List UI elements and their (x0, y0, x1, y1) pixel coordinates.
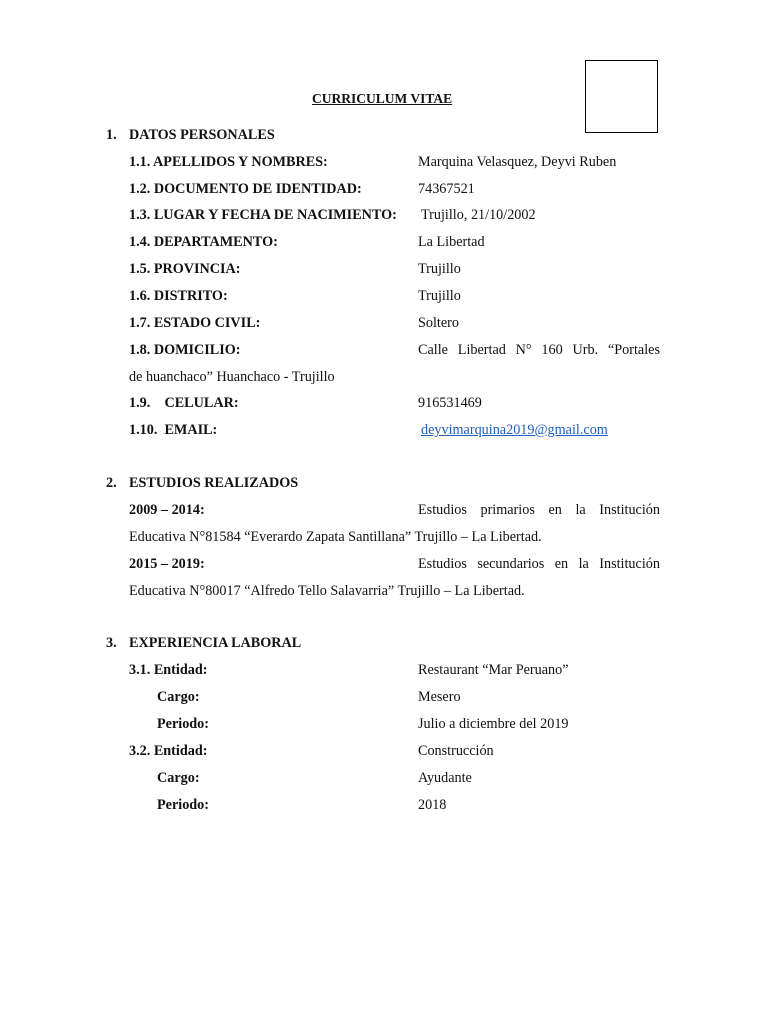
study-period: 2015 – 2019: (129, 556, 205, 572)
label-province: 1.5. PROVINCIA: (129, 261, 241, 277)
job-entity-value: Construcción (418, 743, 494, 759)
address-word: N° (515, 342, 532, 358)
job-entity-label: 3.1. Entidad: (129, 662, 208, 678)
section-number-work: 3. (106, 635, 117, 651)
label-email: 1.10. EMAIL: (129, 422, 218, 438)
job-period-value: Julio a diciembre del 2019 (418, 716, 569, 732)
job-entity-value: Restaurant “Mar Peruano” (418, 662, 569, 678)
study-description (418, 556, 660, 573)
label-phone: 1.9. CELULAR: (129, 395, 239, 411)
value-phone: 916531469 (418, 395, 482, 411)
page-title: CURRICULUM VITAE (312, 91, 453, 106)
study-description-continued: Educativa N°81584 “Everardo Zapata Santillana” Trujillo – La Libertad. (129, 529, 542, 545)
job-role-value: Ayudante (418, 770, 472, 786)
value-civil-status: Soltero (418, 315, 459, 331)
job-period-label: Periodo: (157, 797, 210, 813)
study-word: Institución (599, 502, 660, 518)
value-address (418, 342, 660, 359)
label-address: 1.8. DOMICILIO: (129, 342, 241, 358)
study-period: 2009 – 2014: (129, 502, 205, 518)
email-link[interactable]: deyvimarquina2019@gmail.com (421, 422, 608, 438)
address-word: Calle (418, 342, 448, 358)
value-birth-place-date: Trujillo, 21/10/2002 (421, 207, 536, 223)
study-word: en (554, 556, 569, 572)
study-word: primarios (480, 502, 535, 518)
study-word: la (578, 556, 589, 572)
label-id-document: 1.2. DOCUMENTO DE IDENTIDAD: (129, 181, 362, 197)
study-word: secundarios (477, 556, 545, 572)
value-department: La Libertad (418, 234, 485, 250)
study-word: Institución (599, 556, 660, 572)
value-district: Trujillo (418, 288, 461, 304)
section-number-studies: 2. (106, 475, 117, 491)
label-department: 1.4. DEPARTAMENTO: (129, 234, 278, 250)
study-description-continued: Educativa N°80017 “Alfredo Tello Salavarria” Trujillo – La Libertad. (129, 583, 525, 599)
address-word: Libertad (457, 342, 506, 358)
address-word: “Portales (607, 342, 660, 358)
photo-placeholder-box (585, 60, 658, 133)
value-id-document: 74367521 (418, 181, 475, 197)
study-description (418, 502, 660, 519)
label-full-name: 1.1. APELLIDOS Y NOMBRES: (129, 154, 328, 170)
job-entity-label: 3.2. Entidad: (129, 743, 208, 759)
address-word: Urb. (572, 342, 599, 358)
job-role-label: Cargo: (157, 689, 200, 705)
value-province: Trujillo (418, 261, 461, 277)
job-role-value: Mesero (418, 689, 461, 705)
study-word: en (548, 502, 562, 518)
label-district: 1.6. DISTRITO: (129, 288, 228, 304)
label-birth-place-date: 1.3. LUGAR Y FECHA DE NACIMIENTO: (129, 207, 397, 223)
section-heading-work: EXPERIENCIA LABORAL (129, 635, 302, 651)
section-heading-studies: ESTUDIOS REALIZADOS (129, 475, 299, 491)
study-word: la (575, 502, 586, 518)
label-civil-status: 1.7. ESTADO CIVIL: (129, 315, 261, 331)
study-word: Estudios (418, 502, 467, 518)
section-heading-personal: DATOS PERSONALES (129, 127, 275, 143)
value-full-name: Marquina Velasquez, Deyvi Ruben (418, 154, 617, 170)
job-role-label: Cargo: (157, 770, 200, 786)
address-word: 160 (541, 342, 563, 358)
job-period-label: Periodo: (157, 716, 210, 732)
job-period-value: 2018 (418, 797, 447, 813)
study-word: Estudios (418, 556, 467, 572)
value-address-continued: de huanchaco” Huanchaco - Trujillo (129, 369, 335, 385)
section-number-personal: 1. (106, 127, 117, 143)
